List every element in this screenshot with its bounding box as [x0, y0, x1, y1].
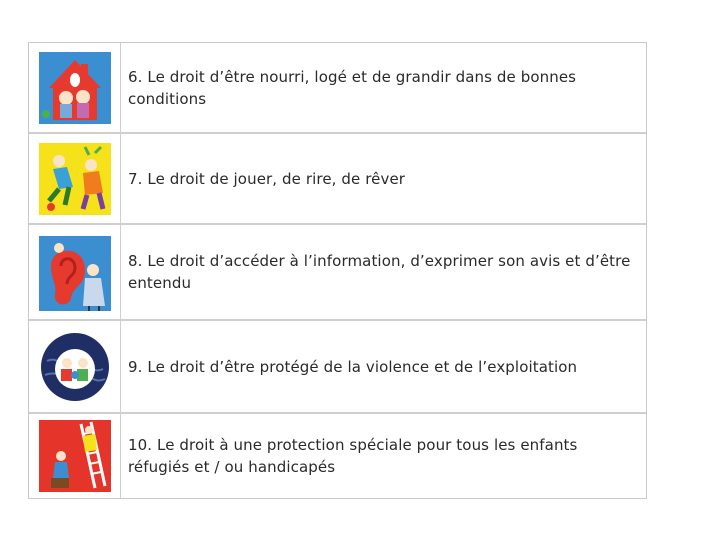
right-text: 10. Le droit à une protection spéciale pour tous les enfants réfugiés et / ou handicapés [128, 436, 578, 476]
right-icon-cell [29, 134, 121, 223]
ear-child-icon [39, 233, 111, 311]
right-icon-cell [29, 321, 121, 412]
right-row-10 [29, 414, 646, 498]
house-children-icon [39, 52, 111, 124]
right-text: 7. Le droit de jouer, de rire, de rêver [128, 169, 406, 188]
right-icon-cell [29, 414, 121, 498]
right-text-cell [121, 414, 646, 498]
right-text-cell [121, 43, 646, 132]
right-text-cell [121, 225, 646, 319]
playing-children-icon [39, 143, 111, 215]
ladder-rescue-icon [39, 420, 111, 492]
right-text: 9. Le droit d’être protégé de la violence et de l’exploitation [128, 357, 578, 376]
rights-table [28, 42, 647, 499]
protected-children-icon [39, 331, 111, 403]
right-text-cell [121, 134, 646, 223]
right-text: 6. Le droit d’être nourri, logé et de grandir dans de bonnes conditions [128, 67, 577, 108]
right-text: 8. Le droit d’accéder à l’information, d’exprimer son avis et d’être entendu [128, 252, 631, 292]
right-row-9 [29, 321, 646, 414]
right-text-cell [121, 321, 646, 412]
right-row-6 [29, 43, 646, 134]
right-icon-cell [29, 225, 121, 319]
right-icon-cell [29, 43, 121, 132]
right-row-7 [29, 134, 646, 225]
right-row-8 [29, 225, 646, 321]
